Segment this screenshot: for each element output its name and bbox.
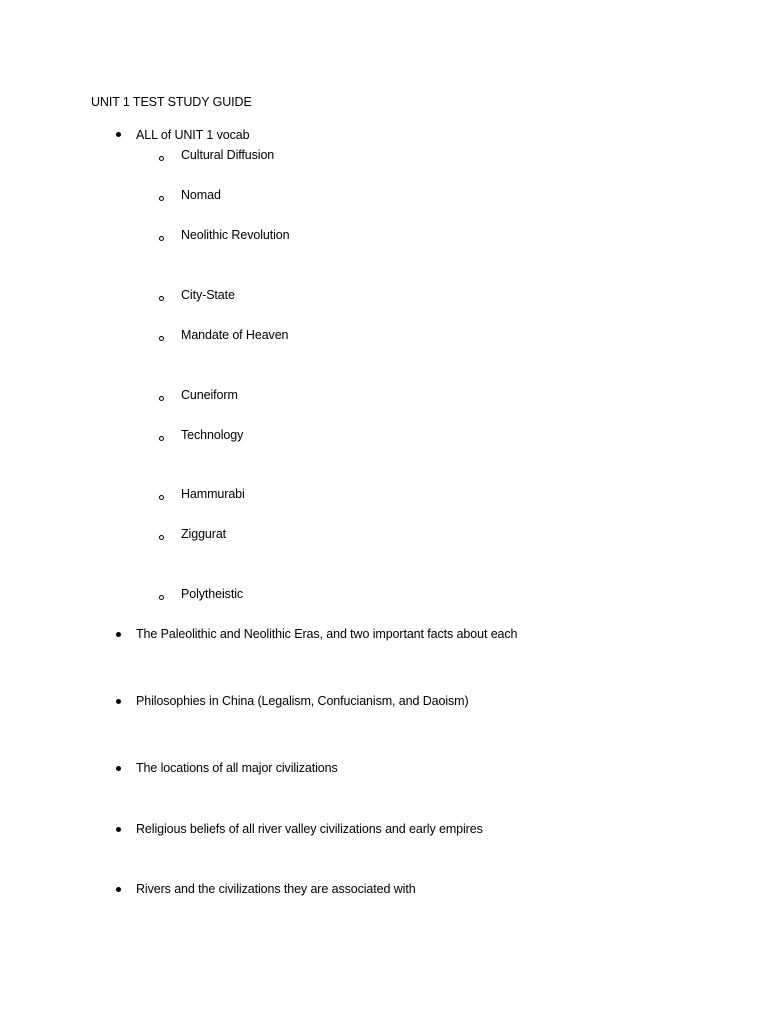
vocab-item: Neolithic Revolution [181,228,290,242]
bullet-dot [116,699,121,704]
sub-bullet-circle [159,595,164,600]
vocab-item: Cuneiform [181,388,238,402]
sub-bullet-circle [159,196,164,201]
sub-bullet-circle [159,436,164,441]
sub-bullet-circle [159,296,164,301]
vocab-item: Nomad [181,188,221,202]
topic-item: The Paleolithic and Neolithic Eras, and two important facts about each [136,627,518,641]
page-title: UNIT 1 TEST STUDY GUIDE [91,95,252,109]
topic-item: The locations of all major civilizations [136,761,338,775]
bullet-dot [116,132,121,137]
sub-bullet-circle [159,495,164,500]
bullet-dot [116,827,121,832]
vocab-item: Hammurabi [181,487,245,501]
bullet-dot [116,766,121,771]
topic-item: Philosophies in China (Legalism, Confucianism, and Daoism) [136,694,469,708]
topic-item: Religious beliefs of all river valley civilizations and early empires [136,822,483,836]
vocab-item: Technology [181,428,244,442]
sub-bullet-circle [159,236,164,241]
vocab-item: Ziggurat [181,527,227,541]
topic-item: Rivers and the civilizations they are associated with [136,882,416,896]
sub-bullet-circle [159,535,164,540]
vocab-heading: ALL of UNIT 1 vocab [136,128,250,142]
vocab-item: Cultural Diffusion [181,148,275,162]
vocab-item: City-State [181,288,235,302]
vocab-item: Mandate of Heaven [181,328,289,342]
vocab-item: Polytheistic [181,587,244,601]
sub-bullet-circle [159,156,164,161]
bullet-dot [116,632,121,637]
sub-bullet-circle [159,396,164,401]
bullet-dot [116,887,121,892]
sub-bullet-circle [159,336,164,341]
